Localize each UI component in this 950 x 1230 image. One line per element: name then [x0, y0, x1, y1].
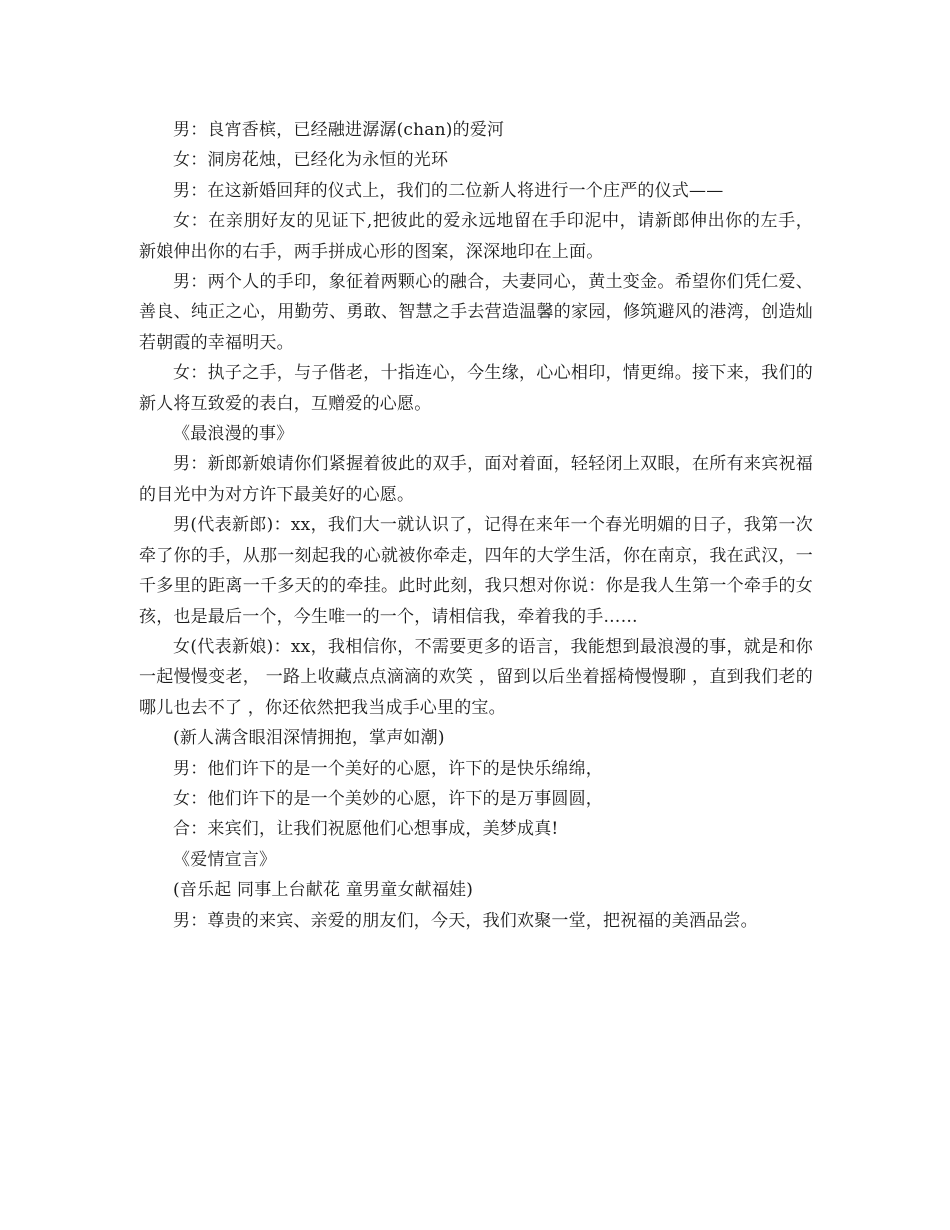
- document-body: [139, 115, 813, 936]
- paragraph: 女：他们许下的是一个美妙的心愿，许下的是万事圆圆，: [173, 788, 603, 809]
- paragraph: 男：他们许下的是一个美好的心愿，许下的是快乐绵绵，: [173, 758, 603, 779]
- paragraph: 男：在这新婚回拜的仪式上，我们的二位新人将进行一个庄严的仪式——: [173, 180, 724, 201]
- section-heading: 《最浪漫的事》: [173, 424, 294, 445]
- paragraph: 男(代表新郎)：xx，我们大一就认识了，记得在来年一个春光明媚的日子，我第一次牵了你的手，从那一刻起我的心就被你牵走，四年的大学生活，你在南京，我在武汉，一千多里的距离一千多天的的牵挂。此时此刻，我只想对你说：你是我人生第一个牵手的女孩，也是最后一个，今生唯一的一个，请相信我，牵着我的手……: [139, 515, 813, 627]
- paragraph: 女：执子之手，与子偕老，十指连心，今生缘，心心相印，情更绵。接下来，我们的新人将互致爱的表白，互赠爱的心愿。: [139, 363, 813, 414]
- paragraph: 男：两个人的手印，象征着两颗心的融合，夫妻同心，黄土变金。希望你们凭仁爱、善良、纯正之心，用勤劳、勇敢、智慧之手去营造温馨的家园，修筑避风的港湾，创造灿若朝霞的幸福明天。: [139, 272, 813, 353]
- paragraph: 男：新郎新娘请你们紧握着彼此的双手，面对着面，轻轻闭上双眼，在所有来宾祝福的目光中为对方许下最美好的心愿。: [139, 454, 813, 505]
- paragraph: 合：来宾们，让我们祝愿他们心想事成，美梦成真!: [173, 819, 559, 840]
- stage-direction: (音乐起 同事上台献花 童男童女献福娃): [173, 880, 474, 901]
- paragraph: 女：在亲朋好友的见证下,把彼此的爱永远地留在手印泥中，请新郎伸出你的左手，新娘伸出你的右手，两手拼成心形的图案，深深地印在上面。: [139, 211, 813, 262]
- paragraph: 女：洞房花烛，已经化为永恒的光环: [173, 150, 449, 171]
- paragraph: 男：良宵香槟，已经融进潺潺(chan)的爱河: [173, 120, 505, 140]
- paragraph: 男：尊贵的来宾、亲爱的朋友们，今天，我们欢聚一堂，把祝福的美酒品尝。: [173, 910, 758, 931]
- paragraph: 女(代表新娘)：xx，我相信你，不需要更多的语言，我能想到最浪漫的事，就是和你一起慢慢变老， 一路上收藏点点滴滴的欢笑 ，留到以后坐着摇椅慢慢聊 ，直到我们老的哪儿也去不了 ，你还依然把我当成手心里的宝。: [139, 636, 813, 718]
- stage-direction: (新人满含眼泪深情拥抱，掌声如潮): [173, 728, 445, 749]
- section-heading: 《爱情宣言》: [173, 849, 277, 870]
